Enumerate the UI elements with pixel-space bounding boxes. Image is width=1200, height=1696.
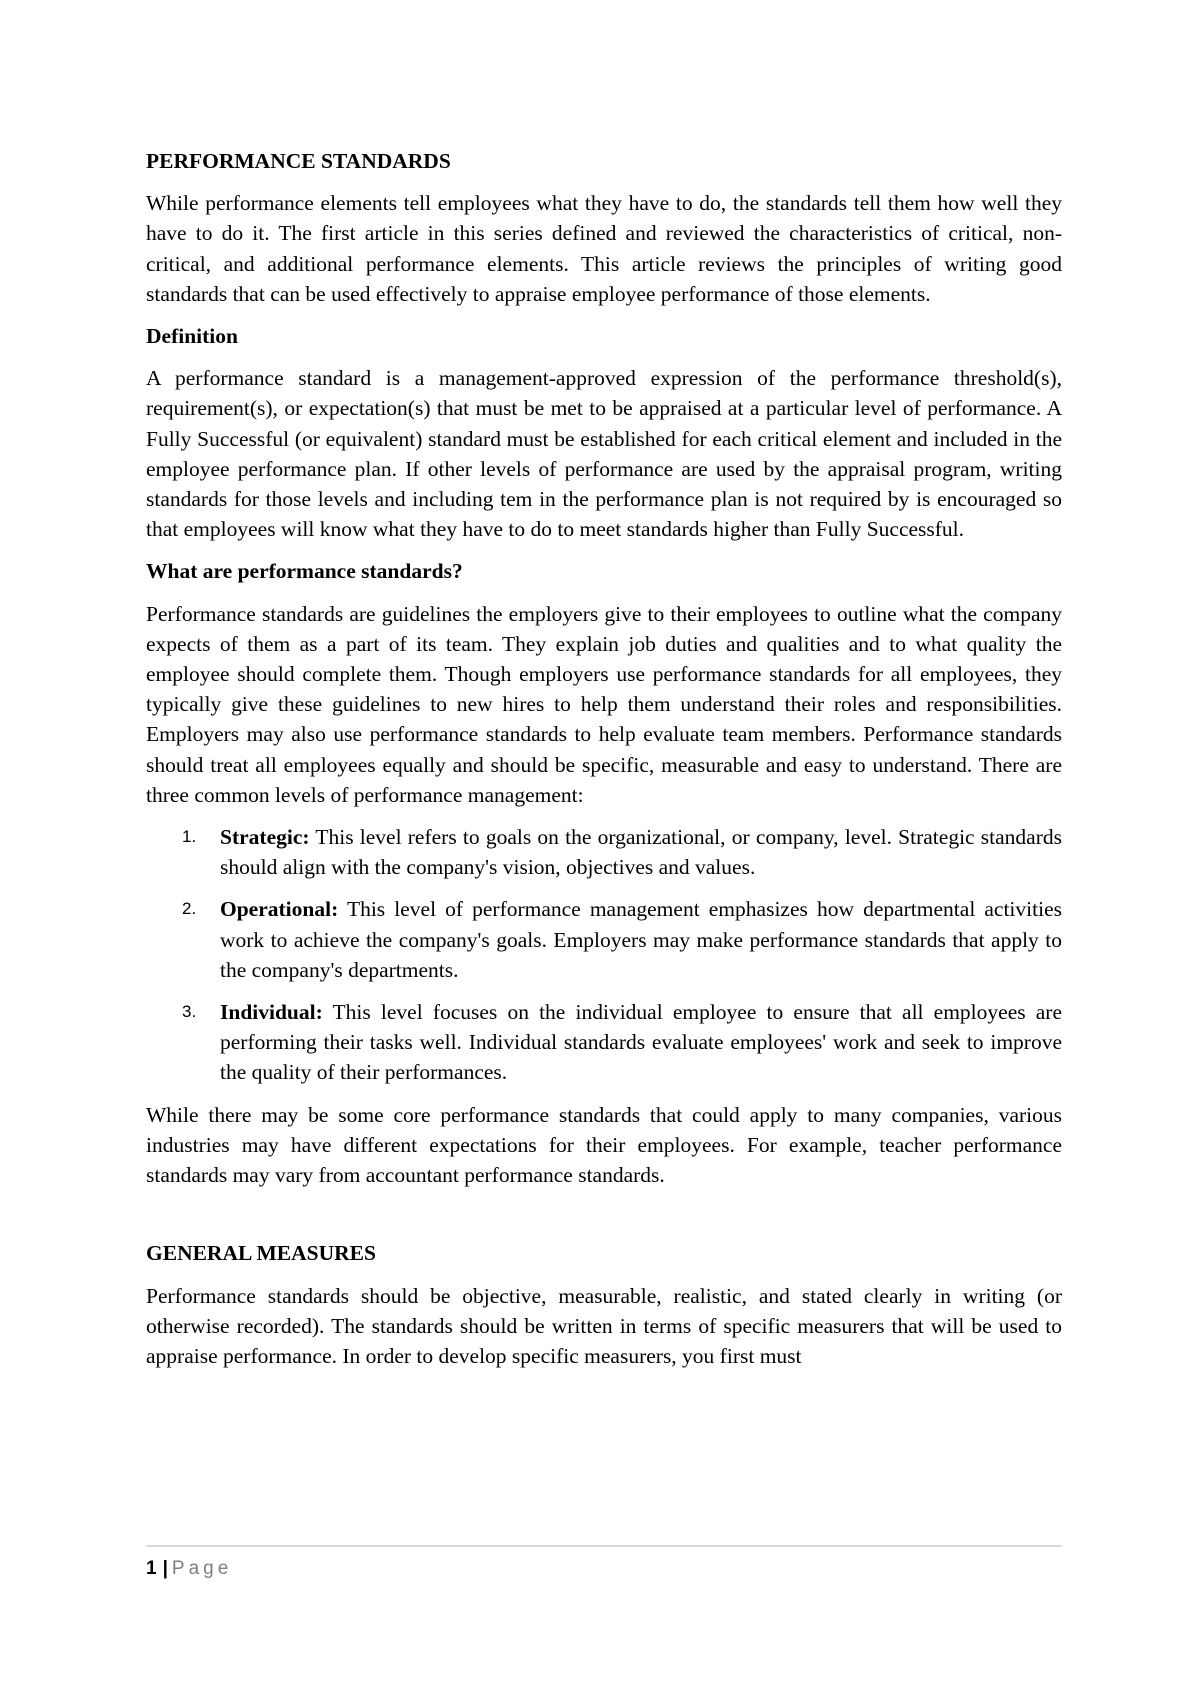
list-text: This level focuses on the individual employee to ensure that all employees are performing their tasks well. Individual standards evaluate employees' work and seek to improve the quality of their performances.	[220, 1000, 1062, 1085]
list-number: 2.	[182, 899, 197, 919]
intro-paragraph: While performance elements tell employees what they have to do, the standards tell them how well they have to do it. The first article in this series defined and reviewed the characteristics of critical, non-critical, and additional performance elements. This article reviews the principles of writing good standards that can be used effectively to appraise employee performance of those elements.	[146, 191, 1062, 306]
list-term: Strategic:	[220, 825, 310, 850]
list-number: 1.	[182, 827, 197, 847]
levels-list	[146, 822, 1062, 1088]
closing-paragraph: While there may be some core performance standards that could apply to many companies, various industries may have different expectations for their employees. For example, teacher performance standards may vary from accountant performance standards.	[146, 1102, 1062, 1188]
what-paragraph: Performance standards are guidelines the employers give to their employees to outline what the company expects of them as a part of its team. They explain job duties and qualities and to what quality the employee should complete them. Though employers use performance standards for all employees, they typically give these guidelines to new hires to help them understand their roles and responsibilities. Employers may also use performance standards to help evaluate team members. Performance standards should treat all employees equally and should be specific, measurable and easy to understand. There are three common levels of performance management:	[146, 601, 1062, 807]
subheading-definition: Definition	[146, 324, 238, 349]
list-text: This level refers to goals on the organizational, or company, level. Strategic standards should align with the company's vision, objectives and values.	[220, 825, 1062, 880]
footer-page-label: Page	[171, 1558, 233, 1579]
list-item-individual	[146, 997, 1062, 1088]
list-number: 3.	[182, 1002, 197, 1022]
section-heading-general-measures: GENERAL MEASURES	[146, 1241, 376, 1266]
footer-separator: |	[162, 1558, 168, 1579]
page-footer	[146, 1556, 232, 1582]
list-term: Operational:	[220, 897, 339, 922]
definition-paragraph: A performance standard is a management-approved expression of the performance threshold(s), requirement(s), or expectation(s) that must be met to be appraised at a particular level of performance. A Fully Successful (or equivalent) standard must be established for each critical element and included in the employee performance plan. If other levels of performance are used by the appraisal program, writing standards for those levels and including tem in the performance plan is not required by is encouraged so that employees will know what they have to do to meet standards higher than Fully Successful.	[146, 366, 1062, 542]
subheading-what-are-standards: What are performance standards?	[146, 559, 463, 584]
footer-page-number: 1	[146, 1558, 157, 1579]
list-text: This level of performance management emphasizes how departmental activities work to achieve the company's goals. Employers may make performance standards that apply to the company's departments.	[220, 897, 1062, 982]
list-item-operational	[146, 894, 1062, 985]
list-item-strategic	[146, 822, 1062, 882]
footer-divider	[146, 1545, 1062, 1547]
section-spacer	[146, 1202, 1062, 1238]
general-measures-paragraph: Performance standards should be objective, measurable, realistic, and stated clearly in writing (or otherwise recorded). The standards should be written in terms of specific measurers that will be used to appraise performance. In order to develop specific measurers, you first must	[146, 1283, 1062, 1368]
document-body	[146, 146, 1062, 1383]
section-heading-performance-standards: PERFORMANCE STANDARDS	[146, 149, 451, 173]
list-term: Individual:	[220, 1000, 323, 1025]
